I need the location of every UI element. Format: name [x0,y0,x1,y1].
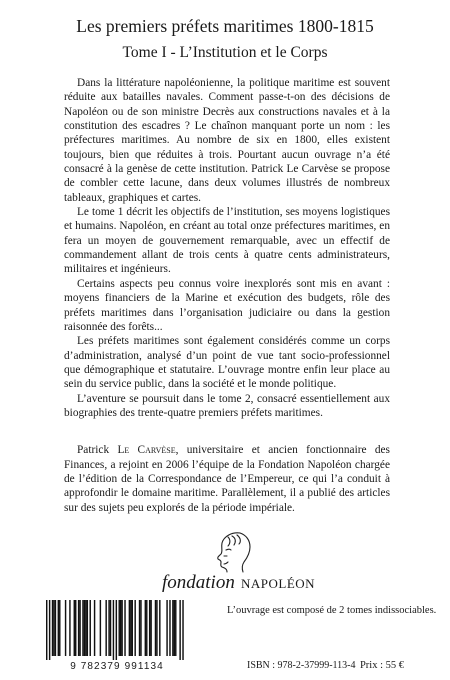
barcode-bar [100,600,101,656]
volumes-note: L’ouvrage est composé de 2 tomes indissociables. [227,605,437,616]
barcode-bar [82,600,83,656]
volume-subtitle: Tome I - L’Institution et le Corps [122,44,328,61]
paragraph: Certains aspects peu connus voire inexplorés sont mis en avant : moyens financiers de la Marine et exécution des budgets, rôle des préfets maritimes dans l’organisation judiciaire ou dans la gestion raisonnée des forêts... [64,277,390,333]
paragraph: Les préfets maritimes sont également considérés comme un corps d’administration, analysé d’un point de vue tant socio-professionnel que démographique et statutaire. L’ouvrage montre enfin leur place au sein du service public, dans la société et le monde politique. [64,335,390,391]
paragraph: Dans la littérature napoléonienne, la politique maritime est souvent réduite aux batailles navales. Comment passe-t-on des décisions de Napoléon ou de son ministre Decrès aux constructions navales et à la constitution des escadres ? Le chaînon manquant porte un nom : les préfectures maritimes. Au nombre de six en 1800, elles existent toujours, bien que réduites à trois. Pourtant aucun ouvrage n’a été consacré à la genèse de cette institution. Patrick Le Carvèse se propose de combler cette lacune, dans deux volumes illustrés de nombreux tableaux, graphiques et cartes. [64,77,390,204]
barcode-bar [69,600,70,656]
barcode-bar [182,600,183,660]
barcode-bar [55,600,56,656]
barcode-bar [108,600,109,656]
barcode-bar [59,600,60,656]
barcode-bar [119,600,120,656]
logo-word-napoleon: NAPOLÉON [241,576,316,591]
price: Prix : 55 € [359,660,404,671]
barcode-bar [169,600,170,656]
barcode-bar [174,600,175,656]
barcode-bar [121,600,122,656]
barcode-bar [52,600,53,656]
barcode-bar [74,600,75,656]
barcode-bar [139,600,140,656]
barcode-bar [150,600,151,656]
barcode-bar [87,600,88,656]
logo-word-fondation: fondation [162,572,235,593]
barcode-bar [85,600,86,656]
barcode-bar [90,600,91,656]
barcode-bar [146,600,147,656]
barcode [44,600,188,660]
barcode-bar [149,600,150,656]
barcode-bar [155,600,156,656]
barcode-bar [78,600,79,656]
barcode-bar [49,600,50,660]
author-surname: Le Carvèse [117,444,176,457]
paragraph: Le tome 1 décrit les objectifs de l’institution, ses moyens logistiques et humains. Napoléon, en créant au total onze préfectures maritimes, en fera un moyen de gouvernement remarquable, avec un effectif de commandement allant de trois cents à quatre cents administrateurs, militaires et ingénieurs. [64,206,390,276]
barcode-bar [94,600,95,656]
barcode-bar [140,600,141,656]
barcode-bar [75,600,76,656]
author-bio [64,443,390,515]
barcode-digits: 9 782379 991134 [70,661,164,672]
page-title: Les premiers préfets maritimes 1800-1815 [76,16,374,36]
barcode-bar [58,600,59,656]
barcode-bar [159,600,160,656]
barcode-bar [65,600,66,656]
barcode-bar [175,600,176,656]
barcode-bar [46,600,47,660]
barcode-bar [116,600,117,660]
barcode-bar [145,600,146,656]
barcode-bar [113,600,114,660]
back-cover-text [64,76,390,515]
barcode-bar [166,600,167,656]
paragraph: L’aventure se poursuit dans le tome 2, consacré essentiellement aux biographies des trente-quatre premiers préfets maritimes. [64,392,390,419]
author-first-name: Patrick [77,444,110,457]
author-bio-text: , universitaire et ancien fonctionnaire des Finances, a rejoint en 2006 l’équipe de la Fondation Napoléon chargée de l’édition de la Correspondance de l’Empereur, ce qui l’a conduit à approfondir le domaine maritime. Parallèlement, il a publié des articles sur des sujets peu explorés de la période impériale. [64,444,390,514]
barcode-bar [129,600,130,656]
barcode-bar [124,600,125,656]
barcode-bar [79,600,80,656]
barcode-bar [134,600,135,656]
barcode-bar [179,600,180,660]
barcode-bar [110,600,111,656]
barcode-bar [156,600,157,656]
napoleon-profile-icon [206,531,264,573]
barcode-bar [53,600,54,656]
barcode-bar [105,600,106,656]
barcode-bar [130,600,131,656]
barcode-bar [132,600,133,656]
isbn: ISBN : 978-2-37999-113-4 [247,660,356,671]
barcode-bar [120,600,121,656]
barcode-bar [172,600,173,656]
barcode-bar [84,600,85,656]
